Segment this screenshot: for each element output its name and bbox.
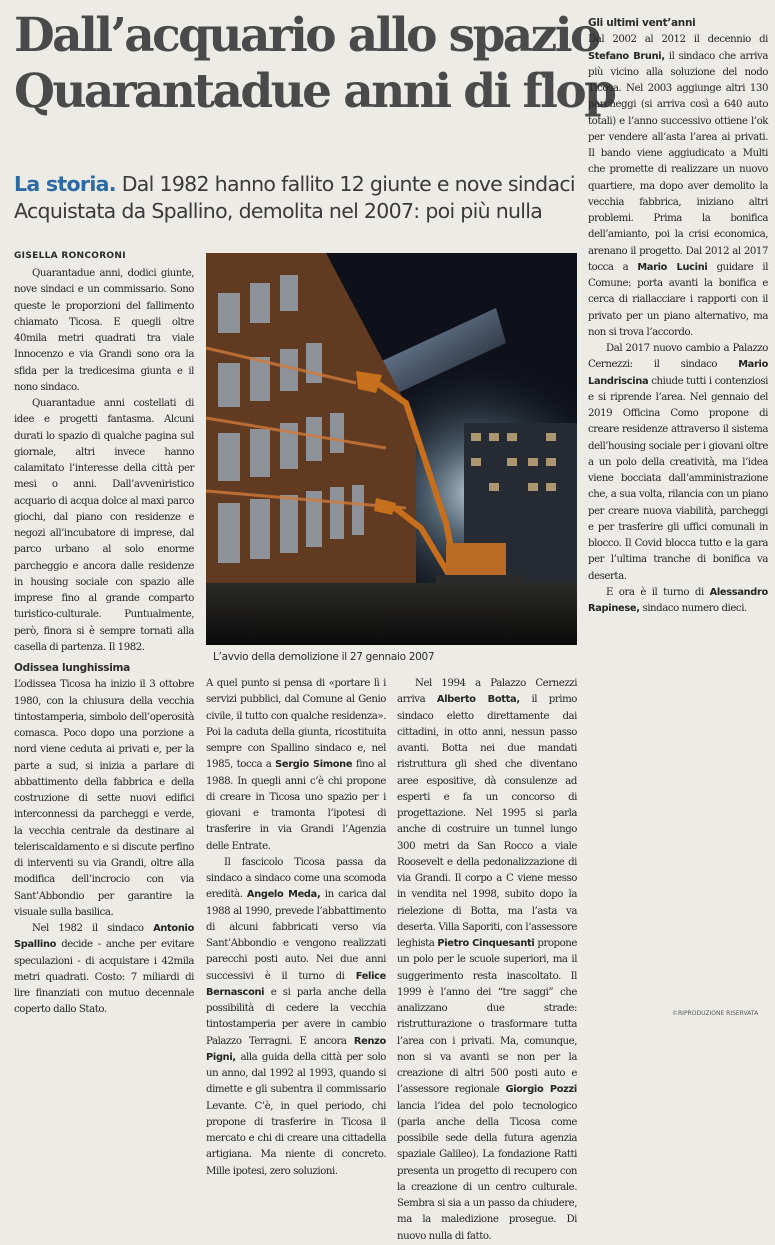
kicker-lead: La storia. <box>14 172 116 196</box>
paragraph-spallino: Nel 1982 il sindaco Antonio Spallino decide - anche per evitare speculazioni - di acquistare i 42mila metri quadrati. Costo: 7 miliardi di lire finanziati con mutuo decennale coperto dallo Stato. <box>14 923 194 1016</box>
paragraph-rapinese: E ora è il turno di Alessandro Rapinese, sindaco numero dieci. <box>588 586 768 614</box>
demolition-photo <box>206 253 577 645</box>
article-column-1-bottom <box>14 660 194 1019</box>
name-bruni: Stefano Bruni, <box>588 50 665 62</box>
kicker-line-1: Dal 1982 hanno fallito 12 giunte e nove sindaci <box>121 172 575 196</box>
paragraph-intro: Quarantadue anni, dodici giunte, nove sindaci e un commissario. Sono queste le proporzioni del fallimento chiamato Ticosa. E quegli oltre 40mila metri quadrati tra viale Innocenzo e via Grandi sono ora la sfida per la tredicesima giunta e il nono sindaco. <box>14 268 194 393</box>
article-column-2 <box>206 676 386 1180</box>
byline: GISELLA RONCORONI <box>14 251 126 261</box>
kicker-line-2: Acquistata da Spallino, demolita nel 2007: poi più nulla <box>14 199 543 223</box>
copyright-notice: ©RIPRODUZIONE RISERVATA <box>672 1010 759 1017</box>
name-lucini: Mario Lucini <box>637 261 708 273</box>
headline <box>14 8 615 120</box>
name-bernasconi: Felice Bernasconi <box>206 970 387 998</box>
name-landriscina: Mario Landriscina <box>588 359 768 387</box>
name-pozzi: Giorgio Pozzi <box>505 1084 577 1096</box>
name-pigni: Renzo Pigni, <box>206 1035 386 1063</box>
name-botta: Alberto Botta, <box>436 694 520 706</box>
section-heading-ultimi-ventanni: Gli ultimi vent’anni <box>588 17 696 29</box>
headline-line-2: Quarantadue anni di flop <box>14 64 615 119</box>
paragraph-projects: Quarantadue anni costellati di idee e progetti fantasma. Alcuni durati lo spazio di qualche pagina sul giornale, altri invece hanno calamitato l’interesse della città per mesi o anni. Dall’avveniristico acquario di acqua dolce al maxi parco giochi, dal piano con residenze e negozi all’incubatore di imprese, dal parco urbano al solo enorme parcheggio e ancora dalle residenze in housing sociale con spazio alle imprese fino al grande comparto turistico-culturale. Puntualmente, però, finora si è sempre tornati alla casella di partenza. Il 1982. <box>14 398 194 653</box>
paragraph-fascicolo: Il fascicolo Ticosa passa da sindaco a sindaco come una scomoda eredità. Angelo Meda, in carica dal 1988 al 1990, prevede l’abbattimento di alcuni fabbricati verso via Sant’Abbondio e vengono realizzati parecchi posti auto. Nei due anni successivi è il turno di Felice Bernasconi e si parla anche della possibilità di cedere la vecchia tintostamperia per avere in cambio Palazzo Terragni. E ancora Renzo Pigni, alla guida della città per solo un anno, dal 1992 al 1993, quando si dimette e gli subentra il commissario Levante. C’è, in quel periodo, chi propone di trasferire in Ticosa il mercato e chi di creare una cittadella artigiana. Ma niente di concreto. Mille ipotesi, zero soluzioni. <box>206 856 387 1177</box>
paragraph-servizi: A quel punto si pensa di «portare lì i servizi pubblici, dal Comune al Genio civile, il tutto con qualche residenza». Poi la caduta della giunta, ricostituita sempre con Spallino sindaco e, nel 1985, tocca a Sergio Simone fino al 1988. In quegli anni c’è chi propone di creare in Ticosa uno spazio per i giovani e tramonta l’ipotesi di trasferire in via Grandi l’Agenzia delle Entrate. <box>206 678 386 852</box>
name-simone: Sergio Simone <box>275 759 353 771</box>
kicker <box>14 171 589 225</box>
photo-caption: L’avvio della demolizione il 27 gennaio 2007 <box>213 651 435 663</box>
article-column-3 <box>397 676 577 1245</box>
article-column-4 <box>588 5 768 617</box>
name-rapinese: Alessandro Rapinese, <box>588 586 768 614</box>
section-heading-odissea: Odissea lunghissima <box>14 662 130 674</box>
paragraph-bruni: Dal 2002 al 2012 il decennio di Stefano Bruni, il sindaco che arriva più vicino alla soluzione del nodo Ticosa. Nel 2003 aggiunge altri 130 parcheggi (si arriva così a 640 auto totali) e l’anno successivo ottiene l’ok per vendere all’asta l’area ai privati. Il bando viene aggiudicato a Multi che promette di realizzare un nuovo quartiere, ma dopo aver demolito la vecchia fabbrica, iniziano altri problemi. Prima la bonifica dell’amianto, poi la crisi economica, arenano il progetto. Dal 2012 al 2017 tocca a Mario Lucini guidare il Comune: porta avanti la bonifica e cerca di riallacciare i rapporti con il privato per un piano alternativo, ma non si trova l’accordo. <box>588 34 769 338</box>
name-meda: Angelo Meda, <box>246 889 321 901</box>
paragraph-landriscina: Dal 2017 nuovo cambio a Palazzo Cernezzi: il sindaco Mario Landriscina chiude tutti i contenziosi e si riprende l’area. Nel gennaio del 2019 Officina Como propone di creare residenze attraverso il sistema dell’housing sociale per i giovani oltre a un polo della creatività, ma l’idea viene bocciata dall’amministrazione che, a sua volta, rilancia con un piano per creare nuova viabilità, parcheggi e per trasferire gli uffici comunali in blocco. Il Covid blocca tutto e la gara per l’ultima tranche di bonifica va deserta. <box>588 343 768 582</box>
paragraph-botta: Nel 1994 a Palazzo Cernezzi arriva Alberto Botta, il primo sindaco eletto direttamente dai cittadini, in otto anni, nessun passo avanti. Botta nei due mandati ristruttura gli shed che diventano aree espositive, dà consulenze ad esperti e fa un concorso di progettazione. Nel 1995 si parla anche di costruire un tunnel lungo 300 metri da San Rocco a viale Roosevelt e della pedonalizzazione di via Grandi. Il corpo a C viene messo in vendita nel 1998, subito dopo la rielezione di Botta, ma l’asta va deserta. Villa Saporiti, con l’assessore leghista Pietro Cinquesanti propone un polo per le scuole superiori, ma il suggerimento resta inascoltato. Il 1999 è l’anno dei “tre saggi” che analizzano due strade: ristrutturazione o trasformare tutta l’area con i privati. Ma, comunque, non si va avanti se non per la creazione di altri 500 posti auto e l’assessore regionale Giorgio Pozzi lancia l’idea del polo tecnologico (parla anche della Ticosa come possibile sede della futura agenzia spaziale Galileo). La fondazione Ratti presenta un progetto di recupero con la creazione di un centro culturale. Sembra si sia a un passo da chiudere, ma la maledizione prosegue. Di nuovo nulla di fatto. <box>397 678 577 1242</box>
demolition-photo-illustration <box>206 253 577 645</box>
paragraph-odissea: L’odissea Ticosa ha inizio il 3 ottobre 1980, con la chiusura della vecchia tintostamperia, simbolo dell’operosità comasca. Poco dopo una porzione a nord viene ceduta ai privati e, per la parte a sud, si inizia a parlare di abbattimento della fabbrica e della costruzione di sette nuovi edifici interconnessi da parcheggi e verde, la vecchia centrale da destinare al teleriscaldamento e si discute perfino di interventi su via Grandi, oltre alla modifica dell’incrocio con via Sant’Abbondio per garantire la visuale sulla basilica. <box>14 679 194 918</box>
name-cinquesanti: Pietro Cinquesanti <box>437 938 535 949</box>
article-column-1 <box>14 266 194 656</box>
headline-line-1: Dall’acquario allo spazio <box>14 8 599 63</box>
name-spallino: Antonio Spallino <box>14 923 194 951</box>
